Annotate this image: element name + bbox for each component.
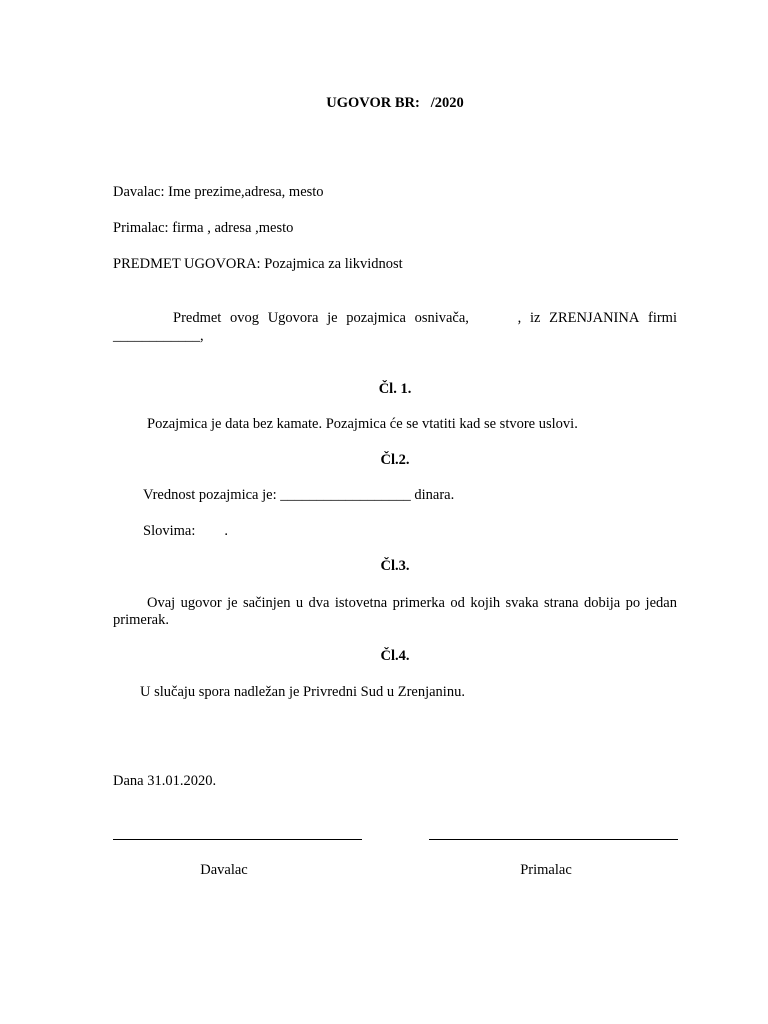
article-3-word: kojih bbox=[470, 595, 501, 611]
intro-word: pozajmica bbox=[346, 310, 406, 326]
contract-title: UGOVOR BR: /2020 bbox=[326, 95, 464, 111]
intro-word: Predmet bbox=[173, 310, 222, 326]
article-1-text: Pozajmica je data bez kamate. Pozajmica će se vtatiti kad se stvore uslovi. bbox=[147, 416, 578, 432]
intro-word: osnivača, bbox=[414, 310, 469, 326]
article-3-line1 bbox=[113, 594, 677, 612]
article-3-heading: Čl.3. bbox=[380, 558, 410, 574]
loan-amount-line: Vrednost pozajmica je: __________________ dinara. bbox=[143, 487, 455, 503]
intro-word: je bbox=[327, 310, 338, 326]
lender-line: Davalac: Ime prezime,adresa, mesto bbox=[113, 184, 324, 200]
article-3-word: u bbox=[295, 595, 304, 611]
article-3-word: ugovor bbox=[180, 595, 222, 611]
intro-word: , bbox=[517, 310, 522, 326]
article-3-word: istovetna bbox=[334, 595, 388, 611]
intro-word: ZRENJANINA bbox=[549, 310, 640, 326]
article-3-word: po bbox=[625, 595, 641, 611]
article-4-text: U slučaju spora nadležan je Privredni Sud u Zrenjaninu. bbox=[140, 684, 465, 700]
article-3-word: dobija bbox=[583, 595, 621, 611]
article-3-word: Ovaj bbox=[147, 595, 176, 611]
lender-signature-label: Davalac bbox=[200, 862, 248, 878]
article-4-heading: Čl.4. bbox=[380, 648, 410, 664]
article-3-word: sačinjen bbox=[242, 595, 291, 611]
article-3-word: primerka bbox=[392, 595, 445, 611]
intro-word: ovog bbox=[230, 310, 260, 326]
lender-signature-line bbox=[113, 839, 362, 840]
article-2-heading: Čl.2. bbox=[380, 452, 410, 468]
article-3-word: je bbox=[227, 595, 238, 611]
article-3-word: dva bbox=[308, 595, 330, 611]
contract-date: Dana 31.01.2020. bbox=[113, 773, 217, 789]
amount-in-words-line: Slovima: . bbox=[143, 523, 228, 539]
article-3-word: jedan bbox=[645, 595, 677, 611]
intro-word: firmi bbox=[648, 310, 677, 326]
borrower-signature-label: Primalac bbox=[520, 862, 572, 878]
article-3-word: od bbox=[450, 595, 465, 611]
article-3-word: svaka bbox=[505, 595, 539, 611]
intro-paragraph-line2: ____________, bbox=[113, 328, 204, 344]
article-1-heading: Čl. 1. bbox=[378, 381, 412, 397]
intro-word: Ugovora bbox=[267, 310, 319, 326]
intro-paragraph-line1 bbox=[113, 309, 677, 327]
subject-line: PREDMET UGOVORA: Pozajmica za likvidnost bbox=[113, 256, 403, 272]
article-3-word: strana bbox=[543, 595, 579, 611]
borrower-signature-line bbox=[429, 839, 678, 840]
borrower-line: Primalac: firma , adresa ,mesto bbox=[113, 220, 294, 236]
article-3-line2: primerak. bbox=[113, 612, 169, 628]
intro-word: iz bbox=[529, 310, 541, 326]
